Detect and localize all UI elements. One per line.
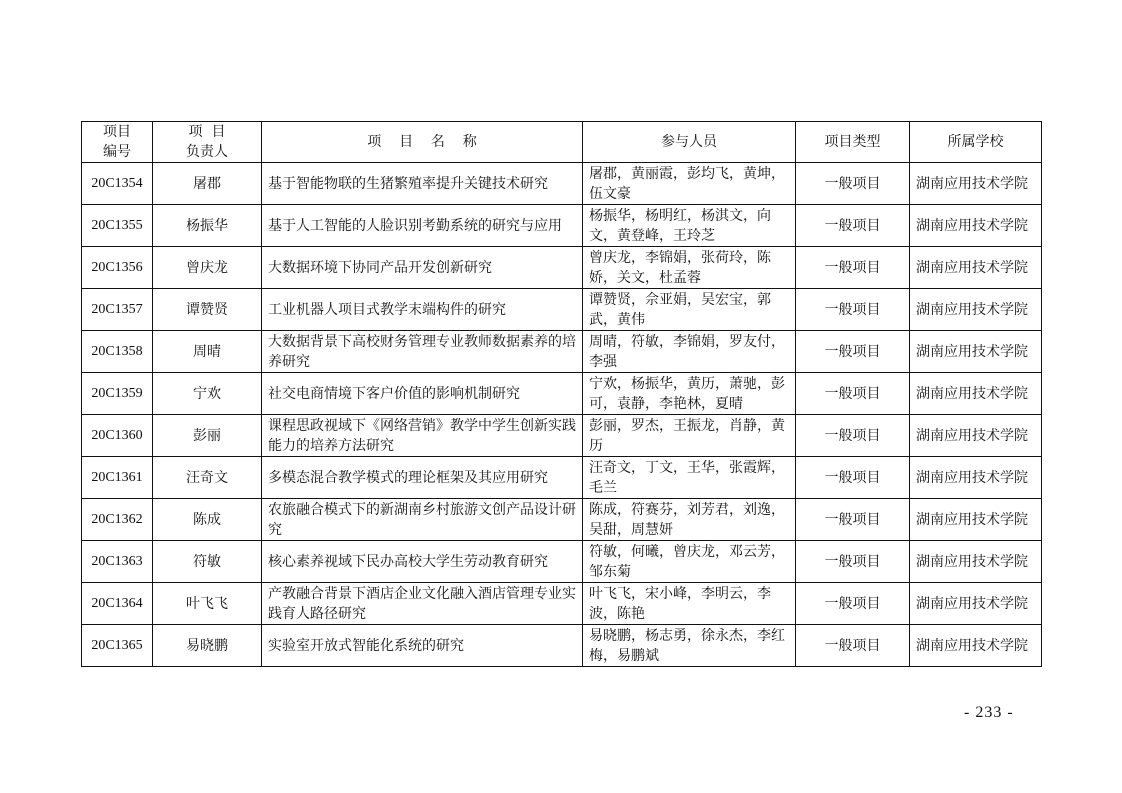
school-cell: 湖南应用技术学院 [910, 247, 1042, 289]
leader-cell: 周晴 [153, 331, 262, 373]
table-row [82, 415, 1042, 457]
header-project-type [796, 122, 910, 163]
header-members [583, 122, 796, 163]
table-row [82, 247, 1042, 289]
table-body [82, 163, 1042, 667]
header-leader-label: 项 目 负责人 [186, 124, 228, 160]
leader-cell: 杨振华 [153, 205, 262, 247]
project-type-cell: 一般项目 [796, 331, 910, 373]
project-type-cell: 一般项目 [796, 247, 910, 289]
leader-cell: 屠郡 [153, 163, 262, 205]
header-project-id-label: 项目 编号 [103, 124, 131, 160]
header-school-label: 所属学校 [947, 134, 1004, 150]
members-cell: 曾庆龙，李锦娟，张荷玲，陈娇，关文，杜孟蓉 [583, 247, 796, 289]
project-name-cell: 工业机器人项目式教学末端构件的研究 [262, 289, 583, 331]
project-table [81, 121, 1042, 667]
school-cell: 湖南应用技术学院 [910, 289, 1042, 331]
leader-cell: 叶飞飞 [153, 583, 262, 625]
project-type-cell: 一般项目 [796, 457, 910, 499]
project-type-cell: 一般项目 [796, 583, 910, 625]
table-row [82, 499, 1042, 541]
project-type-cell: 一般项目 [796, 289, 910, 331]
leader-cell: 宁欢 [153, 373, 262, 415]
table-row [82, 163, 1042, 205]
members-cell: 汪奇文，丁文，王华，张霞辉，毛兰 [583, 457, 796, 499]
table-row [82, 457, 1042, 499]
project-name-cell: 社交电商情境下客户价值的影响机制研究 [262, 373, 583, 415]
school-cell: 湖南应用技术学院 [910, 331, 1042, 373]
table-row [82, 373, 1042, 415]
project-id-cell: 20C1354 [82, 163, 153, 205]
school-cell: 湖南应用技术学院 [910, 625, 1042, 667]
leader-cell: 曾庆龙 [153, 247, 262, 289]
members-cell: 陈成，符赛芬，刘芳君，刘逸，吴甜，周慧妍 [583, 499, 796, 541]
project-type-cell: 一般项目 [796, 205, 910, 247]
project-name-cell: 基于智能物联的生猪繁殖率提升关键技术研究 [262, 163, 583, 205]
header-row [82, 122, 1042, 163]
header-project-name-label: 项 目 名 称 [367, 134, 477, 150]
project-name-cell: 基于人工智能的人脸识别考勤系统的研究与应用 [262, 205, 583, 247]
table-header [82, 122, 1042, 163]
project-id-cell: 20C1361 [82, 457, 153, 499]
school-cell: 湖南应用技术学院 [910, 415, 1042, 457]
project-id-cell: 20C1363 [82, 541, 153, 583]
project-id-cell: 20C1365 [82, 625, 153, 667]
project-type-cell: 一般项目 [796, 541, 910, 583]
project-name-cell: 核心素养视域下民办高校大学生劳动教育研究 [262, 541, 583, 583]
project-name-cell: 产教融合背景下酒店企业文化融入酒店管理专业实践育人路径研究 [262, 583, 583, 625]
leader-cell: 彭丽 [153, 415, 262, 457]
project-id-cell: 20C1364 [82, 583, 153, 625]
leader-cell: 符敏 [153, 541, 262, 583]
project-id-cell: 20C1355 [82, 205, 153, 247]
project-type-cell: 一般项目 [796, 163, 910, 205]
members-cell: 叶飞飞，宋小峰，李明云，李波，陈艳 [583, 583, 796, 625]
school-cell: 湖南应用技术学院 [910, 163, 1042, 205]
project-type-cell: 一般项目 [796, 625, 910, 667]
members-cell: 杨振华，杨明红，杨淇文，向文，黄登峰，王玲芝 [583, 205, 796, 247]
header-school [910, 122, 1042, 163]
project-name-cell: 实验室开放式智能化系统的研究 [262, 625, 583, 667]
leader-cell: 易晓鹏 [153, 625, 262, 667]
project-name-cell: 课程思政视域下《网络营销》教学中学生创新实践能力的培养方法研究 [262, 415, 583, 457]
table-row [82, 541, 1042, 583]
header-project-id [82, 122, 153, 163]
project-type-cell: 一般项目 [796, 373, 910, 415]
school-cell: 湖南应用技术学院 [910, 499, 1042, 541]
members-cell: 易晓鹏，杨志勇，徐永杰，李红梅，易鹏斌 [583, 625, 796, 667]
leader-cell: 谭赞贤 [153, 289, 262, 331]
leader-cell: 汪奇文 [153, 457, 262, 499]
table-row [82, 205, 1042, 247]
members-cell: 周晴，符敏，李锦娟，罗友付，李强 [583, 331, 796, 373]
table-row [82, 289, 1042, 331]
header-project-type-label: 项目类型 [824, 134, 881, 150]
project-id-cell: 20C1356 [82, 247, 153, 289]
members-cell: 彭丽，罗杰，王振龙，肖静，黄历 [583, 415, 796, 457]
page-number: - 233 - [964, 704, 1014, 721]
project-type-cell: 一般项目 [796, 499, 910, 541]
table-row [82, 331, 1042, 373]
members-cell: 谭赞贤，佘亚娟，吴宏宝，郭武，黄伟 [583, 289, 796, 331]
leader-cell: 陈成 [153, 499, 262, 541]
project-name-cell: 大数据背景下高校财务管理专业教师数据素养的培养研究 [262, 331, 583, 373]
project-id-cell: 20C1358 [82, 331, 153, 373]
school-cell: 湖南应用技术学院 [910, 205, 1042, 247]
members-cell: 宁欢，杨振华，黄历，萧驰，彭可，袁静，李艳林，夏晴 [583, 373, 796, 415]
project-name-cell: 多模态混合教学模式的理论框架及其应用研究 [262, 457, 583, 499]
members-cell: 屠郡，黄丽霞，彭均飞，黄坤，伍文豪 [583, 163, 796, 205]
school-cell: 湖南应用技术学院 [910, 541, 1042, 583]
project-id-cell: 20C1359 [82, 373, 153, 415]
project-id-cell: 20C1362 [82, 499, 153, 541]
school-cell: 湖南应用技术学院 [910, 583, 1042, 625]
header-members-label: 参与人员 [661, 134, 717, 150]
table-row [82, 625, 1042, 667]
school-cell: 湖南应用技术学院 [910, 457, 1042, 499]
header-project-name [262, 122, 583, 163]
members-cell: 符敏，何曦，曾庆龙，邓云芳，邹东菊 [583, 541, 796, 583]
table-row [82, 583, 1042, 625]
project-id-cell: 20C1357 [82, 289, 153, 331]
project-name-cell: 大数据环境下协同产品开发创新研究 [262, 247, 583, 289]
project-name-cell: 农旅融合模式下的新湖南乡村旅游文创产品设计研究 [262, 499, 583, 541]
header-leader [153, 122, 262, 163]
project-id-cell: 20C1360 [82, 415, 153, 457]
project-type-cell: 一般项目 [796, 415, 910, 457]
school-cell: 湖南应用技术学院 [910, 373, 1042, 415]
